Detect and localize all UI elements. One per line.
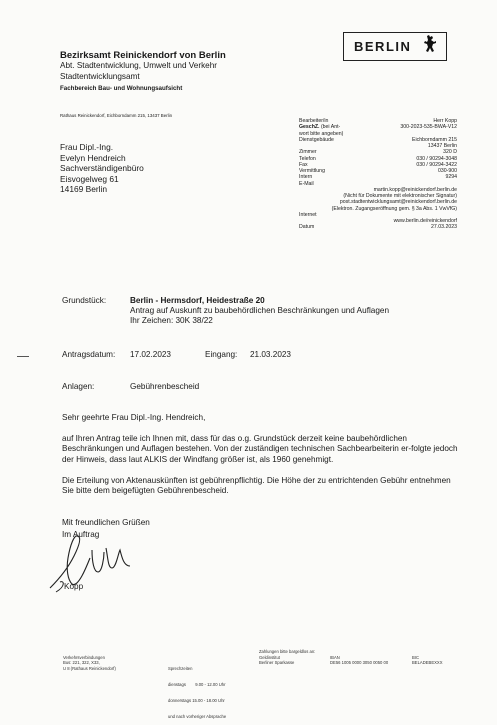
recipient-line: Eisvogelweg 61	[60, 173, 119, 184]
recipient-line: Frau Dipl.-Ing.	[60, 142, 114, 152]
footer-transport	[63, 655, 116, 671]
internet-link[interactable]: www.berlin.de/reinickendorf	[393, 218, 457, 224]
evvg-note: (Elektron. Zugangseröffnung gem. § 3a Abs. 1 VwVfG)	[331, 205, 457, 212]
footer-bic	[412, 655, 443, 666]
department	[60, 61, 217, 82]
footer-label: Geldinstitut	[259, 655, 280, 660]
reference-line: Ihr Zeichen: 30K 38/22	[130, 316, 213, 325]
recipient-line: Evelyn Hendreich	[60, 152, 126, 163]
recipient-line: Sachverständigenbüro	[60, 163, 144, 174]
footer-label: IBAN	[330, 655, 340, 660]
info-value: 030 / 90294-3422	[416, 161, 457, 168]
recipient-line: 14169 Berlin	[60, 184, 108, 195]
closing-auftrag: Im Auftrag	[62, 530, 100, 539]
footer-hours	[168, 655, 226, 725]
signer-name: Kopp	[64, 582, 84, 591]
footer-line: DE56 1005 0000 3050 0050 00	[330, 660, 389, 666]
info-label: GeschZ.	[299, 124, 320, 131]
berlin-logo	[343, 32, 447, 61]
recipient-address	[60, 142, 144, 195]
info-label: E-Mail	[299, 180, 314, 187]
footer-line: Bus: 221, 322, X33,	[63, 660, 100, 666]
info-value: Herr Kopp	[433, 118, 457, 124]
signature-note: (Nicht für Dokumente mit elektronischer Signatur)	[343, 193, 457, 199]
division: Fachbereich Bau- und Wohnungsaufsicht	[60, 85, 183, 92]
property-address: Berlin - Hermsdorf, Heidestraße 20	[130, 296, 265, 305]
office-line: Stadtentwicklungsamt	[60, 71, 140, 81]
info-value: 030-900	[437, 168, 457, 174]
info-label: Intern	[299, 174, 313, 181]
footer-bank	[259, 655, 294, 666]
footer-label: Verkehrsverbindungen	[63, 655, 105, 660]
salutation: Sehr geehrte Frau Dipl.-Ing. Hendreich,	[62, 413, 206, 422]
info-note: (bei Ant- wort bitte angeben)	[299, 124, 344, 137]
info-block	[299, 118, 457, 231]
info-label: Bearbeiter/in	[299, 118, 329, 124]
footer-line: dienstags 9.00 - 12.00 Uhr	[168, 682, 226, 688]
info-label: Dienstgebäude	[299, 136, 334, 143]
footer-iban	[330, 655, 388, 666]
antragsdatum-value: 17.02.2023	[130, 350, 171, 359]
grundstueck-label: Grundstück:	[62, 296, 107, 305]
org-name: Bezirksamt Reinickendorf von Berlin	[60, 50, 226, 61]
footer-line: und nach vorheriger Absprache	[168, 714, 227, 720]
info-label: Internet	[299, 211, 317, 218]
department-line: Abt. Stadtentwicklung, Umwelt und Verkehr	[60, 61, 218, 70]
closing: Mit freundlichen Grüßen	[62, 518, 150, 527]
info-label: Fax	[299, 161, 308, 168]
fold-mark	[17, 356, 29, 357]
info-value: 320 D	[443, 149, 457, 156]
footer-label: Sprechzeiten	[168, 665, 193, 671]
footer-line: BELADEBEXXX	[412, 660, 443, 666]
info-label: Telefon	[299, 155, 316, 162]
body-paragraph: auf Ihren Antrag teile ich Ihnen mit, dass für das o.g. Grundstück derzeit keine baubehördlichen Beschränkungen und Auflagen bestehen. Von der zuständigen technischen Sachbearbeiterin er-folgte jedoch der Hinweis, dass laut ALKIS der Windfang größer ist, als 1960 genehmigt.	[62, 434, 458, 464]
info-value: 9294	[445, 174, 457, 181]
footer-line: Berliner Sparkasse	[259, 660, 295, 666]
eingang-label: Eingang:	[205, 350, 238, 359]
eingang-value: 21.03.2023	[250, 350, 291, 359]
logo-text: BERLIN	[354, 39, 412, 54]
subject-line: Antrag auf Auskunft zu baubehördlichen Beschränkungen und Auflagen	[130, 306, 390, 315]
footer-label: BIC	[412, 655, 419, 660]
footer-line: U 8 (Rathaus Reinickendorf)	[63, 665, 116, 671]
berlin-bear-icon	[422, 34, 438, 59]
post-email-link[interactable]: post.stadtentwicklungsamt@reinickendorf.berlin.de	[339, 199, 457, 206]
anlagen-value: Gebührenbescheid	[130, 382, 200, 391]
info-value: Eichborndamm 215 13437 Berlin	[412, 136, 457, 149]
body-paragraph: Die Erteilung von Aktenauskünften ist gebührenpflichtig. Die Höhe der zu entrichtenden Gebühr entnehmen Sie bitte dem beigefügten Gebührenbescheid.	[62, 476, 451, 496]
email-link[interactable]: martin.kopp@reinickendorf.berlin.de	[373, 186, 457, 193]
anlagen-label: Anlagen:	[62, 382, 95, 391]
date-value: 27.03.2023	[431, 224, 457, 231]
footer-line: donnerstags 15.00 - 18.00 Uhr	[168, 698, 225, 704]
info-value: 300-2023-535-BWA-V12	[400, 124, 457, 131]
info-label: Vermittlung	[299, 168, 325, 174]
sender-line: Rathaus Reinickendorf, Eichborndamm 215, 13437 Berlin	[60, 113, 173, 118]
antragsdatum-label: Antragsdatum:	[62, 350, 116, 359]
info-label: Zimmer	[299, 149, 317, 156]
subject-block	[130, 296, 389, 326]
info-value: 030 / 90294-3048	[416, 155, 457, 162]
footer-payment-label: Zahlungen bitte bargeldlos an:	[259, 649, 316, 654]
info-label: Datum	[299, 224, 315, 231]
